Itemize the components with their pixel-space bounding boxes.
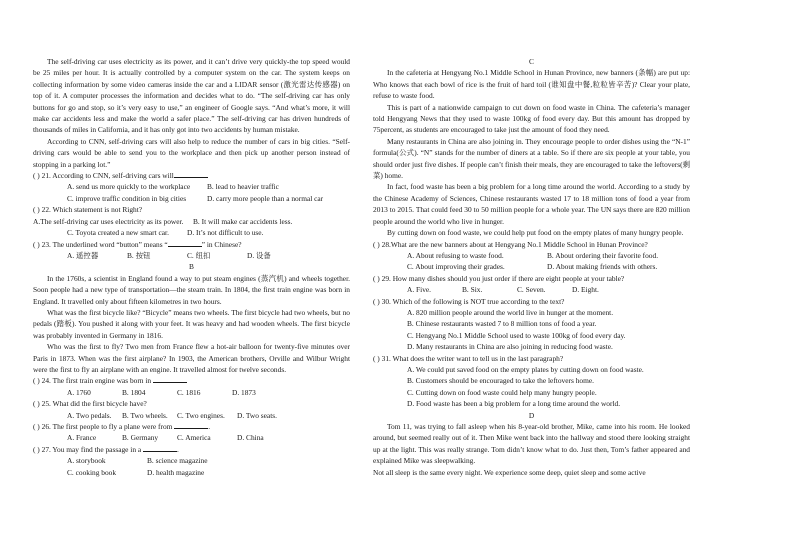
option-c: C. Toyota created a new smart car. [67,228,169,238]
option-c: C. improve traffic condition in big cities [67,193,187,203]
passage-d-paragraph: Tom 11, was trying to fall asleep when his 8-year-old brother, Mike, came into his room. He looked around, but seemed really out of it. Then Mike went back into the hallway and stood there looking straight up at the light. This was really strange. Tom didn’t know what to do. Just then, Tom’s father appeared and explained Mike was sleepwalking. [373,422,690,466]
option-a: A. storybook [67,456,106,466]
left-column [33,56,350,478]
question-28-stem: ( ) 28.What are the new banners about at Hengyang No.1 Middle School in Hunan Province? [373,239,648,249]
option-b: B. science magazine [147,456,208,466]
question-26-stem: ( ) 26. The first people to fly a plane were from . [33,422,211,431]
option-c: C. Cutting down on food waste could help many hungry people. [407,387,597,397]
option-b: B. About ordering their favorite food. [547,250,659,260]
option-b: B. Customers should be encouraged to take the leftovers home. [407,376,594,386]
question-28-options [373,261,690,272]
option-c: C. About improving their grades. [407,262,505,272]
passage-b-paragraph: In the 1760s, a scientist in England found a way to put steam engines (蒸汽机) and wheels together. Soon people had a new type of transportation—the steam train. In 1804, the first train engine was born in England. It travelled only about fifteen kilometres in two hours. [33,273,350,306]
option-d: D. Eight. [572,285,599,295]
question-24-options [33,387,350,398]
option-d: D. carry more people than a normal car [207,193,324,203]
section-heading-b: B [189,262,194,272]
option-a: A. We could put saved food on the empty plates by cutting down on food waste. [407,364,644,374]
passage-a-paragraph: The self-driving car uses electricity as its power, and it can’t drive very quickly-the top speed would be 25 miles per hour. It is actually controlled by a computer system on the car. The system keeps on collecting information by some video cameras inside the car and a LIDAR sensor (激光雷达传感器) on top of it. A computer processes the information and decides what to do. “The self-driving car has only buttons for go and stop, so it’s very easy to use,” an engineer of Google says. “And what’s more, it will make car accidents less and make the world a safer place.” The self-driving car has driven hundreds of thousands of miles in California, and it has only got into two accidents by human mistake. [33,57,350,135]
option-d: D. Food waste has been a big problem for a long time around the world. [407,399,621,409]
question-21-options [33,181,350,192]
option-a: A. About refusing to waste food. [407,250,504,260]
option-a: A. France [67,433,97,443]
option-c: C. cooking book [67,467,117,477]
question-31-stem: ( ) 31. What does the writer want to tell us in the last paragraph? [373,353,564,363]
right-column [373,56,690,478]
option-d: D. Many restaurants in China are also joining in reducing food waste. [407,342,613,352]
question-21-stem: ( ) 21. According to CNN, self-driving cars will [33,170,350,181]
option-b: B. Chinese restaurants wasted 7 to 8 million tons of food a year. [407,319,597,329]
option-a: A. Two pedals. [67,410,112,420]
question-23-stem: ( ) 23. The underlined word “button” means “ ” in Chinese? [33,239,242,249]
passage-c-paragraph: This is part of a nationwide campaign to cut down on food waste in China. The cafeteria’s manager told Hengyang News that they used to waste 100kg of food every day. But this amount has dropped by 75percent, as students are encouraged to take just the amount of food they need. [373,102,690,135]
question-22-options [33,216,350,227]
option-a: A. 1760 [67,387,91,397]
option-c: C. 纽扣 [187,250,211,260]
question-25-stem: ( ) 25. What did the first bicycle have? [33,399,147,409]
question-25-options [33,410,350,421]
option-c: C. Hengyang No.1 Middle School used to waste 100kg of food every day. [407,330,626,340]
option-c: C. America [177,433,211,443]
question-27-stem: ( ) 27. You may find the passage in a . [33,444,179,454]
option-b: B. 按钮 [127,250,151,260]
passage-c-paragraph: In fact, food waste has been a big problem for a long time around the world. According to a study by the Chinese Academy of Sciences, Chinese restaurants wasted 17 to 18 million tons of food a year from 2013 to 2015. That could feed 30 to 50 million people for a whole year. The UN says there are 820 million people around the world who live in hunger. [373,182,690,226]
option-b: B. Two wheels. [122,410,168,420]
passage-b-paragraph: What was the first bicycle like? “Bicycle” means two wheels. The first bicycle had two wheels, but no pedals (踏板). You pushed it along with your feet. It was heavy and had wooden wheels. The first bicycle was probably invented in Germany in 1816. [33,307,350,340]
option-c: C. Seven. [517,285,546,295]
option-b: B. It will make car accidents less. [193,216,293,226]
option-c: C. Two engines. [177,410,225,420]
option-d: D. 设备 [247,250,271,260]
question-28-options [373,250,690,261]
option-a: A. 820 million people around the world live in hunger at the moment. [407,307,614,317]
option-d: D. About making friends with others. [547,262,658,272]
question-22-options [33,227,350,238]
option-a: A. Five. [407,285,432,295]
option-b: B. lead to heavier traffic [207,182,279,192]
question-27-options [33,455,350,466]
option-b: B. 1804 [122,387,146,397]
option-b: B. Six. [462,285,483,295]
question-27-options [33,467,350,478]
question-23-options [33,250,350,261]
question-30-stem: ( ) 30. Which of the following is NOT true according to the text? [373,296,565,306]
passage-c-paragraph: By cutting down on food waste, we could help put food on the empty plates of many hungry people. [387,228,684,238]
option-d: D. Two seats. [237,410,277,420]
question-29-options [373,284,690,295]
passage-c-paragraph: In the cafeteria at Hengyang No.1 Middle School in Hunan Province, new banners (条幅) are put up: Who knows that each bowl of rice is the fruit of hard toil (谁知盘中餐,粒粒皆辛苦)? Clear your plate, refuse to waste food. [373,68,690,101]
question-26-options [33,432,350,443]
option-d: D. It’s not difficult to use. [187,228,264,238]
question-22-stem: ( ) 22. Which statement is not Right? [33,205,143,215]
question-24-stem: ( ) 24. The first train engine was born in [33,375,350,386]
passage-d-paragraph: Not all sleep is the same every night. We experience some deep, quiet sleep and some active [373,467,646,477]
option-c: C. 1816 [177,387,201,397]
question-29-stem: ( ) 29. How many dishes should you just order if there are eight people at your table? [373,273,625,283]
option-a: A. 遥控器 [67,250,99,260]
option-a: A.The self-driving car uses electricity as its power. [33,216,184,226]
option-d: D. China [237,433,264,443]
section-heading-c: C [529,57,534,66]
passage-c-paragraph: Many restaurants in China are also joining in. They encourage people to order dishes using the “N-1” formula(公式). “N” stands for the number of diners at a table. So if there are six people at your table, you should order just five dishes. If people can’t finish their meals, they are encouraged to take the leftovers(剩菜) home. [373,136,690,181]
passage-a-paragraph: According to CNN, self-driving cars will also help to reduce the number of cars in big cities. “Self-driving cars would be able to send you to the workplace and then pick up another person instead of stopping in a parking lot.” [33,136,350,169]
option-d: D. health magazine [147,467,205,477]
option-a: A. send us more quickly to the workplace [67,182,191,192]
section-heading-d: D [528,410,535,420]
question-21-options [33,193,350,204]
option-d: D. 1873 [232,387,256,397]
passage-b-paragraph: Who was the first to fly? Two men from France flew a hot-air balloon for twenty-five minutes over Paris in 1873. When was the first airplane? In 1903, the American brothers, Orville and Wilbur Wright were the first to fly an airplane with an engine. It travelled almost for twelve seconds. [33,342,350,374]
option-b: B. Germany [122,433,159,443]
